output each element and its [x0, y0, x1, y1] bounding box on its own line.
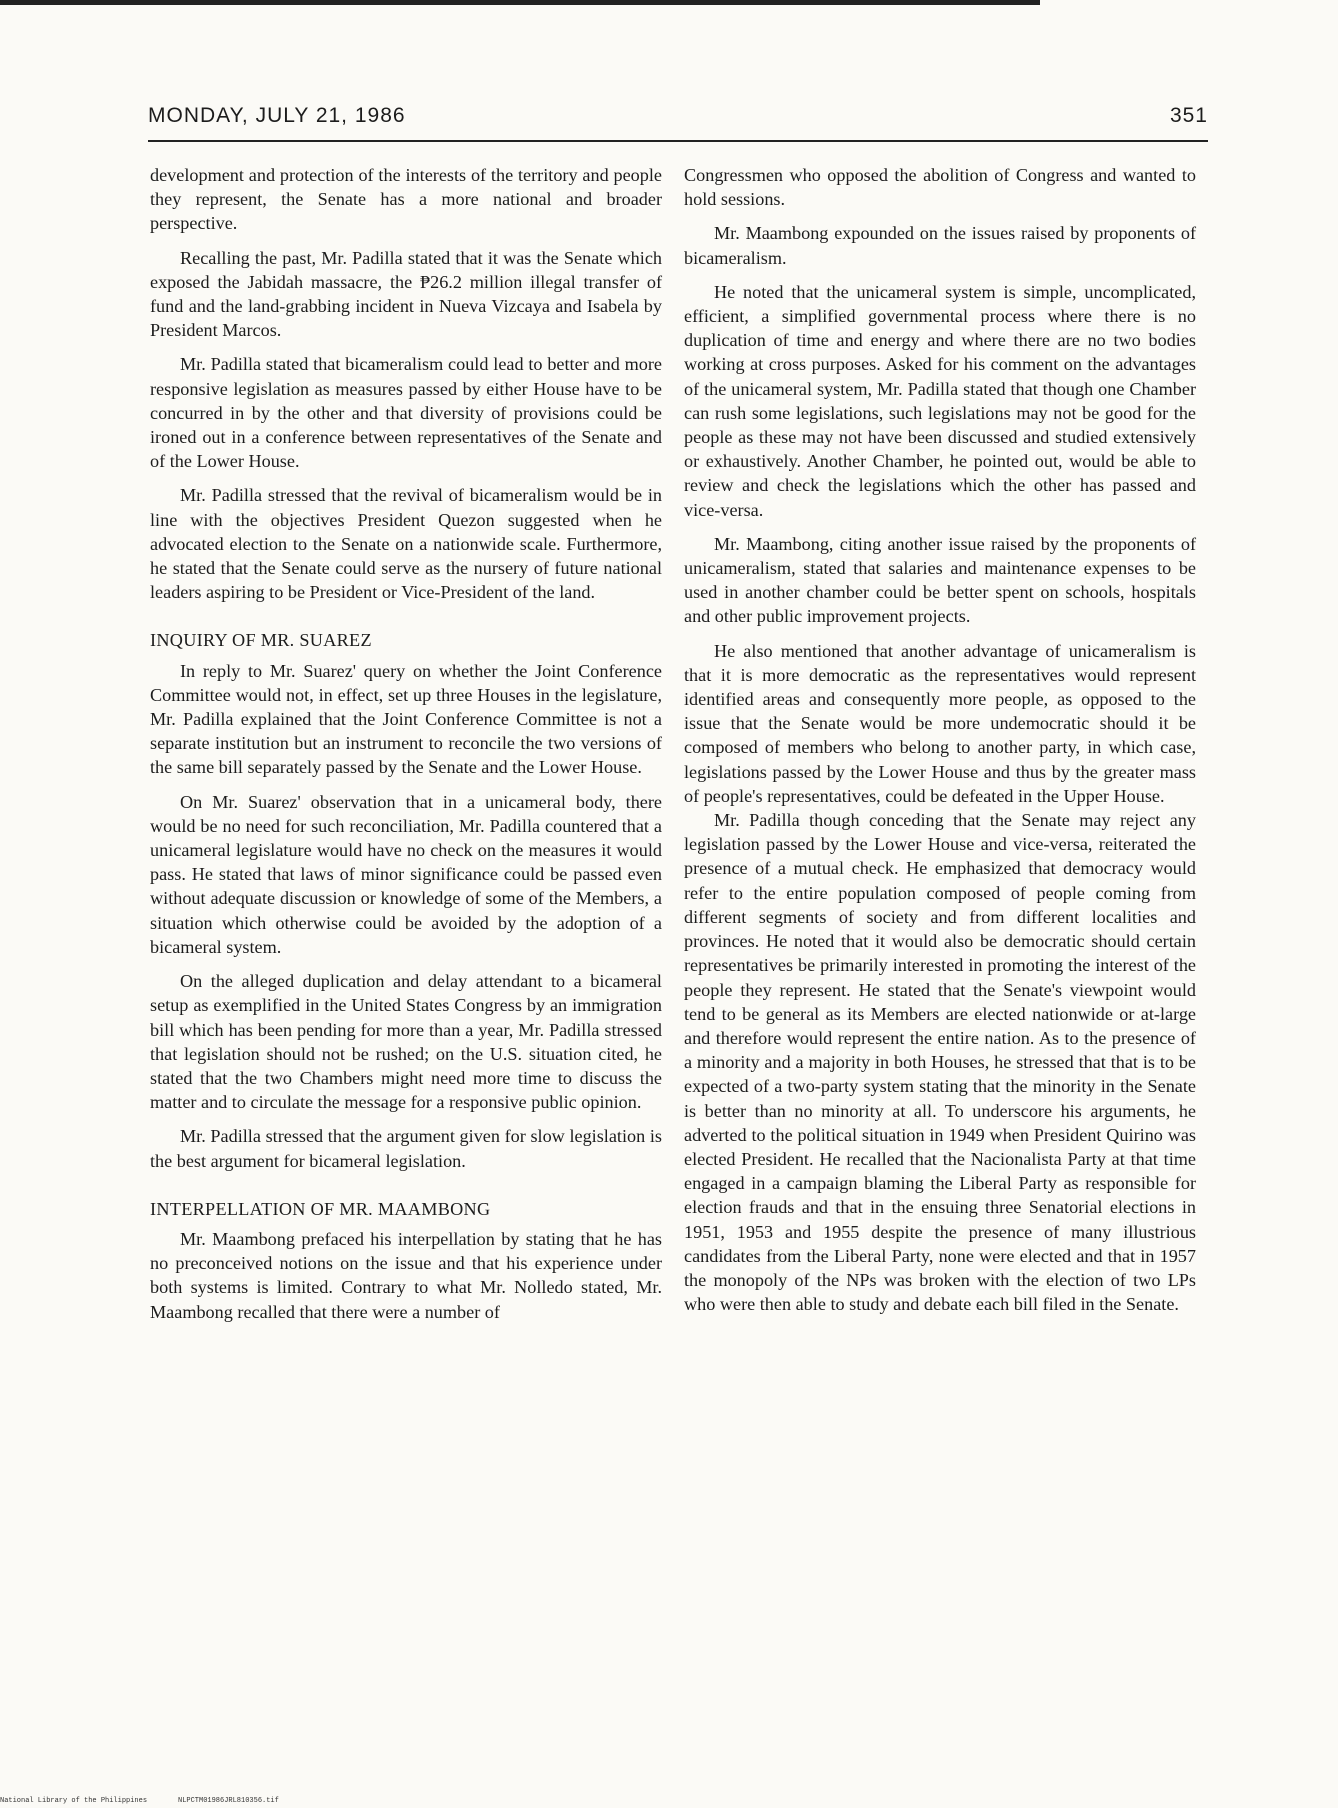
paragraph: Mr. Padilla stated that bicameralism could lead to better and more responsive legislation as measures passed by either House have to be concurred in by the other and that diversity of provisions could be ironed out in a conference between representatives of the Senate and of the Lower House.: [150, 354, 662, 472]
header-date: MONDAY, JULY 21, 1986: [148, 104, 406, 127]
paragraph: Mr. Padilla stressed that the argument given for slow legislation is the best argument for bicameral legislation.: [150, 1126, 662, 1171]
paragraph: Mr. Padilla though conceding that the Senate may reject any legislation passed by the Lower House and vice-versa, reiterated the presence of a mutual check. He emphasized that democracy would refer to the entire population composed of people coming from different segments of society and from different localities and provinces. He noted that it would also be democratic should certain representatives be primarily interested in promoting the interest of the people they represent. He stated that the Senate's viewpoint would tend to be general as its Members are elected nationwide or at-large and therefore would represent the entire nation. As to the presence of a minority and a majority in both Houses, he stressed that that is to be expected of a two-party system stating that the minority in the Senate is better than no minority at all. To underscore his arguments, he adverted to the political situation in 1949 when President Quirino was elected President. He recalled that the Nacionalista Party at that time engaged in a campaign blaming the Liberal Party as responsible for election frauds and that in the ensuing three Senatorial elections in 1951, 1953 and 1955 despite the presence of many illustrious candidates from the Liberal Party, none were elected and that in 1957 the monopoly of the NPs was broken with the election of two LPs who were then able to study and debate each bill filed in the Senate.: [684, 810, 1196, 1315]
paragraph: Recalling the past, Mr. Padilla stated that it was the Senate which exposed the Jabidah massacre, the ₱26.2 million illegal transfer of fund and the land-grabbing incident in Nueva Vizcaya and Isabela by President Marcos.: [150, 247, 662, 341]
paragraph: On Mr. Suarez' observation that in a unicameral body, there would be no need for such reconciliation, Mr. Padilla countered that a unicameral legislature would have no check on the measures it would pass. He stated that laws of minor significance could be passed even without adequate discussion or knowledge of some of the Members, a situation which otherwise could be avoided by the adoption of a bicameral system.: [150, 791, 662, 957]
section-heading: INQUIRY OF MR. SUAREZ: [150, 630, 372, 651]
paragraph: Mr. Maambong prefaced his interpellation by stating that he has no preconceived notions on the issue and that his experience under both systems is limited. Contrary to what Mr. Nolledo stated, Mr. Maambong recalled that there were a number of: [150, 1228, 662, 1322]
paragraph: Congressmen who opposed the abolition of Congress and wanted to hold sessions.: [684, 165, 1196, 210]
paragraph: On the alleged duplication and delay attendant to a bicameral setup as exemplified in the United States Congress by an immigration bill which has been pending for more than a year, Mr. Padilla stressed that legislation should not be rushed; on the U.S. situation cited, he stated that the two Chambers might need more time to discuss the matter and to circulate the message for a responsive public opinion.: [150, 971, 662, 1113]
paragraph: In reply to Mr. Suarez' query on whether the Joint Conference Committee would not, in effect, set up three Houses in the legislature, Mr. Padilla explained that the Joint Conference Committee is not a separate institution but an instrument to reconcile the two versions of the same bill separately passed by the Senate and the Lower House.: [150, 660, 662, 778]
section-heading: INTERPELLATION OF MR. MAAMBONG: [150, 1198, 491, 1219]
header-rule: [148, 140, 1208, 142]
page-number: 351: [1169, 104, 1208, 127]
top-rule: [0, 0, 1040, 5]
paragraph: Mr. Padilla stressed that the revival of bicameralism would be in line with the objectives President Quezon suggested when he advocated election to the Senate on a nationwide scale. Furthermore, he stated that the Senate could serve as the nursery of future national leaders aspiring to be President or Vice-President of the land.: [150, 485, 662, 603]
page-header: [148, 104, 1208, 138]
paragraph: development and protection of the interests of the territory and people they represent, the Senate has a more national and broader perspective.: [150, 165, 662, 234]
paragraph: Mr. Maambong, citing another issue raised by the proponents of unicameralism, stated that salaries and maintenance expenses to be used in another chamber could be better spent on schools, hospitals and other public improvement projects.: [684, 533, 1196, 627]
footer-file-id: NLPCTM01986JRL810356.tif: [178, 1797, 279, 1805]
paragraph: He noted that the unicameral system is simple, uncomplicated, efficient, a simplified governmental process where there is no duplication of time and energy and where there are no two bodies working at cross purposes. Asked for his comment on the advantages of the unicameral system, Mr. Padilla stated that though one Chamber can rush some legislations, such legislations may not be good for the people as these may not have been discussed and studied extensively or exhaustively. Another Chamber, he pointed out, would be able to review and check the legislations which the other has passed and vice-versa.: [684, 281, 1196, 520]
footer-library: National Library of the Philippines: [0, 1797, 148, 1805]
right-column: [684, 163, 1196, 1326]
paragraph: Mr. Maambong expounded on the issues raised by proponents of bicameralism.: [684, 223, 1196, 268]
left-column: [150, 163, 662, 1334]
paragraph: He also mentioned that another advantage of unicameralism is that it is more democratic as the representatives would represent identified areas and consequently more people, as opposed to the issue that the Senate would be more undemocratic should it be composed of members who belong to another party, in which case, legislations passed by the Lower House and thus by the greater mass of people's representatives, could be defeated in the Upper House.: [684, 640, 1196, 806]
